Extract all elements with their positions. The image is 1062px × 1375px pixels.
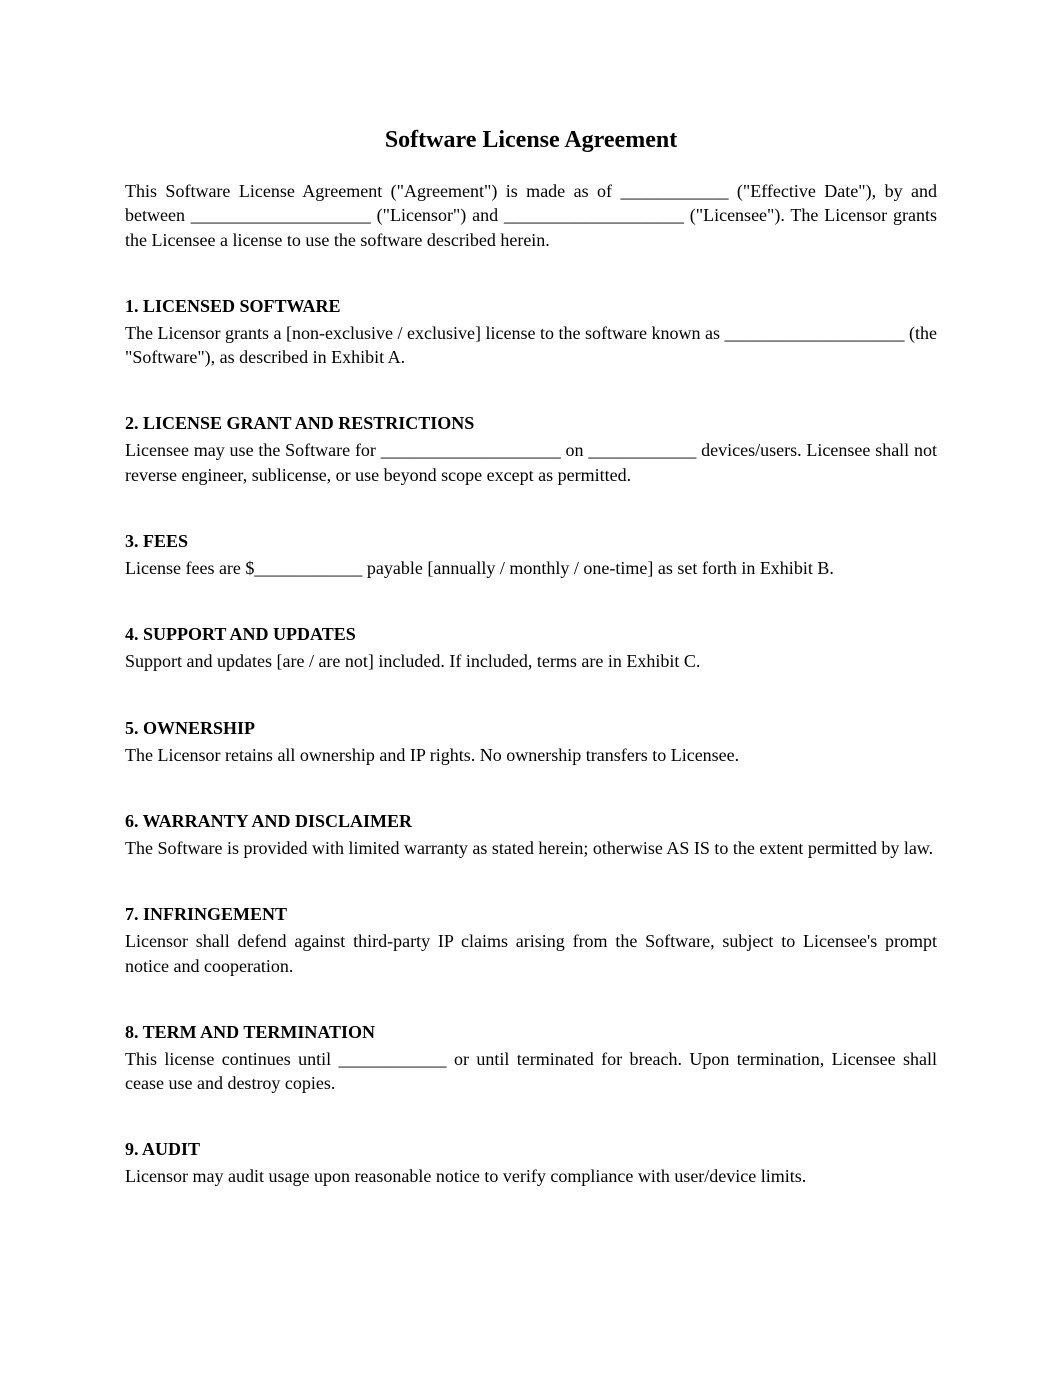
section-term-termination: [125, 1020, 937, 1096]
section-body: Licensee may use the Software for ____________________ on ____________ devices/users. Licensee shall not reverse engineer, sublicense, or use beyond scope except as permitted.: [125, 440, 937, 485]
section-heading: 1. LICENSED SOFTWARE: [125, 295, 341, 316]
section-audit: [125, 1137, 937, 1188]
document-title: Software License Agreement: [384, 127, 678, 153]
section-infringement: [125, 902, 937, 978]
section-heading: 9. AUDIT: [125, 1139, 201, 1160]
document-content: [125, 124, 937, 1231]
section-body: Licensor may audit usage upon reasonable notice to verify compliance with user/device limits.: [125, 1166, 807, 1187]
section-body: Licensor shall defend against third-party IP claims arising from the Software, subject to Licensee's prompt notice and cooperation.: [125, 931, 937, 976]
section-fees: [125, 529, 937, 580]
section-heading: 2. LICENSE GRANT AND RESTRICTIONS: [125, 413, 475, 434]
section-heading: 6. WARRANTY AND DISCLAIMER: [125, 810, 413, 831]
section-license-grant: [125, 411, 937, 487]
section-warranty: [125, 809, 937, 860]
intro-paragraph: This Software License Agreement ("Agreement") is made as of ____________ ("Effective Date"), by and between ____________________ ("Licensor") and ____________________ ("Licensee"). The Licensor grants the Licensee a license to use the software described herein.: [125, 181, 937, 250]
section-body: The Licensor grants a [non-exclusive / exclusive] license to the software known as ____________________ (the "Software"), as described in Exhibit A.: [125, 322, 937, 368]
section-heading: 8. TERM AND TERMINATION: [125, 1021, 376, 1042]
section-heading: 3. FEES: [125, 531, 189, 552]
section-body: Support and updates [are / are not] included. If included, terms are in Exhibit C.: [125, 651, 701, 672]
section-ownership: [125, 716, 937, 767]
section-support-updates: [125, 622, 937, 673]
section-licensed-software: [125, 294, 937, 370]
section-heading: 5. OWNERSHIP: [125, 717, 256, 738]
section-body: License fees are $____________ payable [annually / monthly / one-time] as set forth in Exhibit B.: [125, 558, 834, 579]
section-heading: 4. SUPPORT AND UPDATES: [125, 624, 356, 645]
section-heading: 7. INFRINGEMENT: [125, 904, 288, 925]
section-body: This license continues until ____________ or until terminated for breach. Upon termination, Licensee shall cease use and destroy copies.: [125, 1048, 937, 1094]
section-body: The Software is provided with limited warranty as stated herein; otherwise AS IS to the extent permitted by law.: [125, 837, 934, 858]
section-body: The Licensor retains all ownership and IP rights. No ownership transfers to Licensee.: [125, 744, 740, 765]
